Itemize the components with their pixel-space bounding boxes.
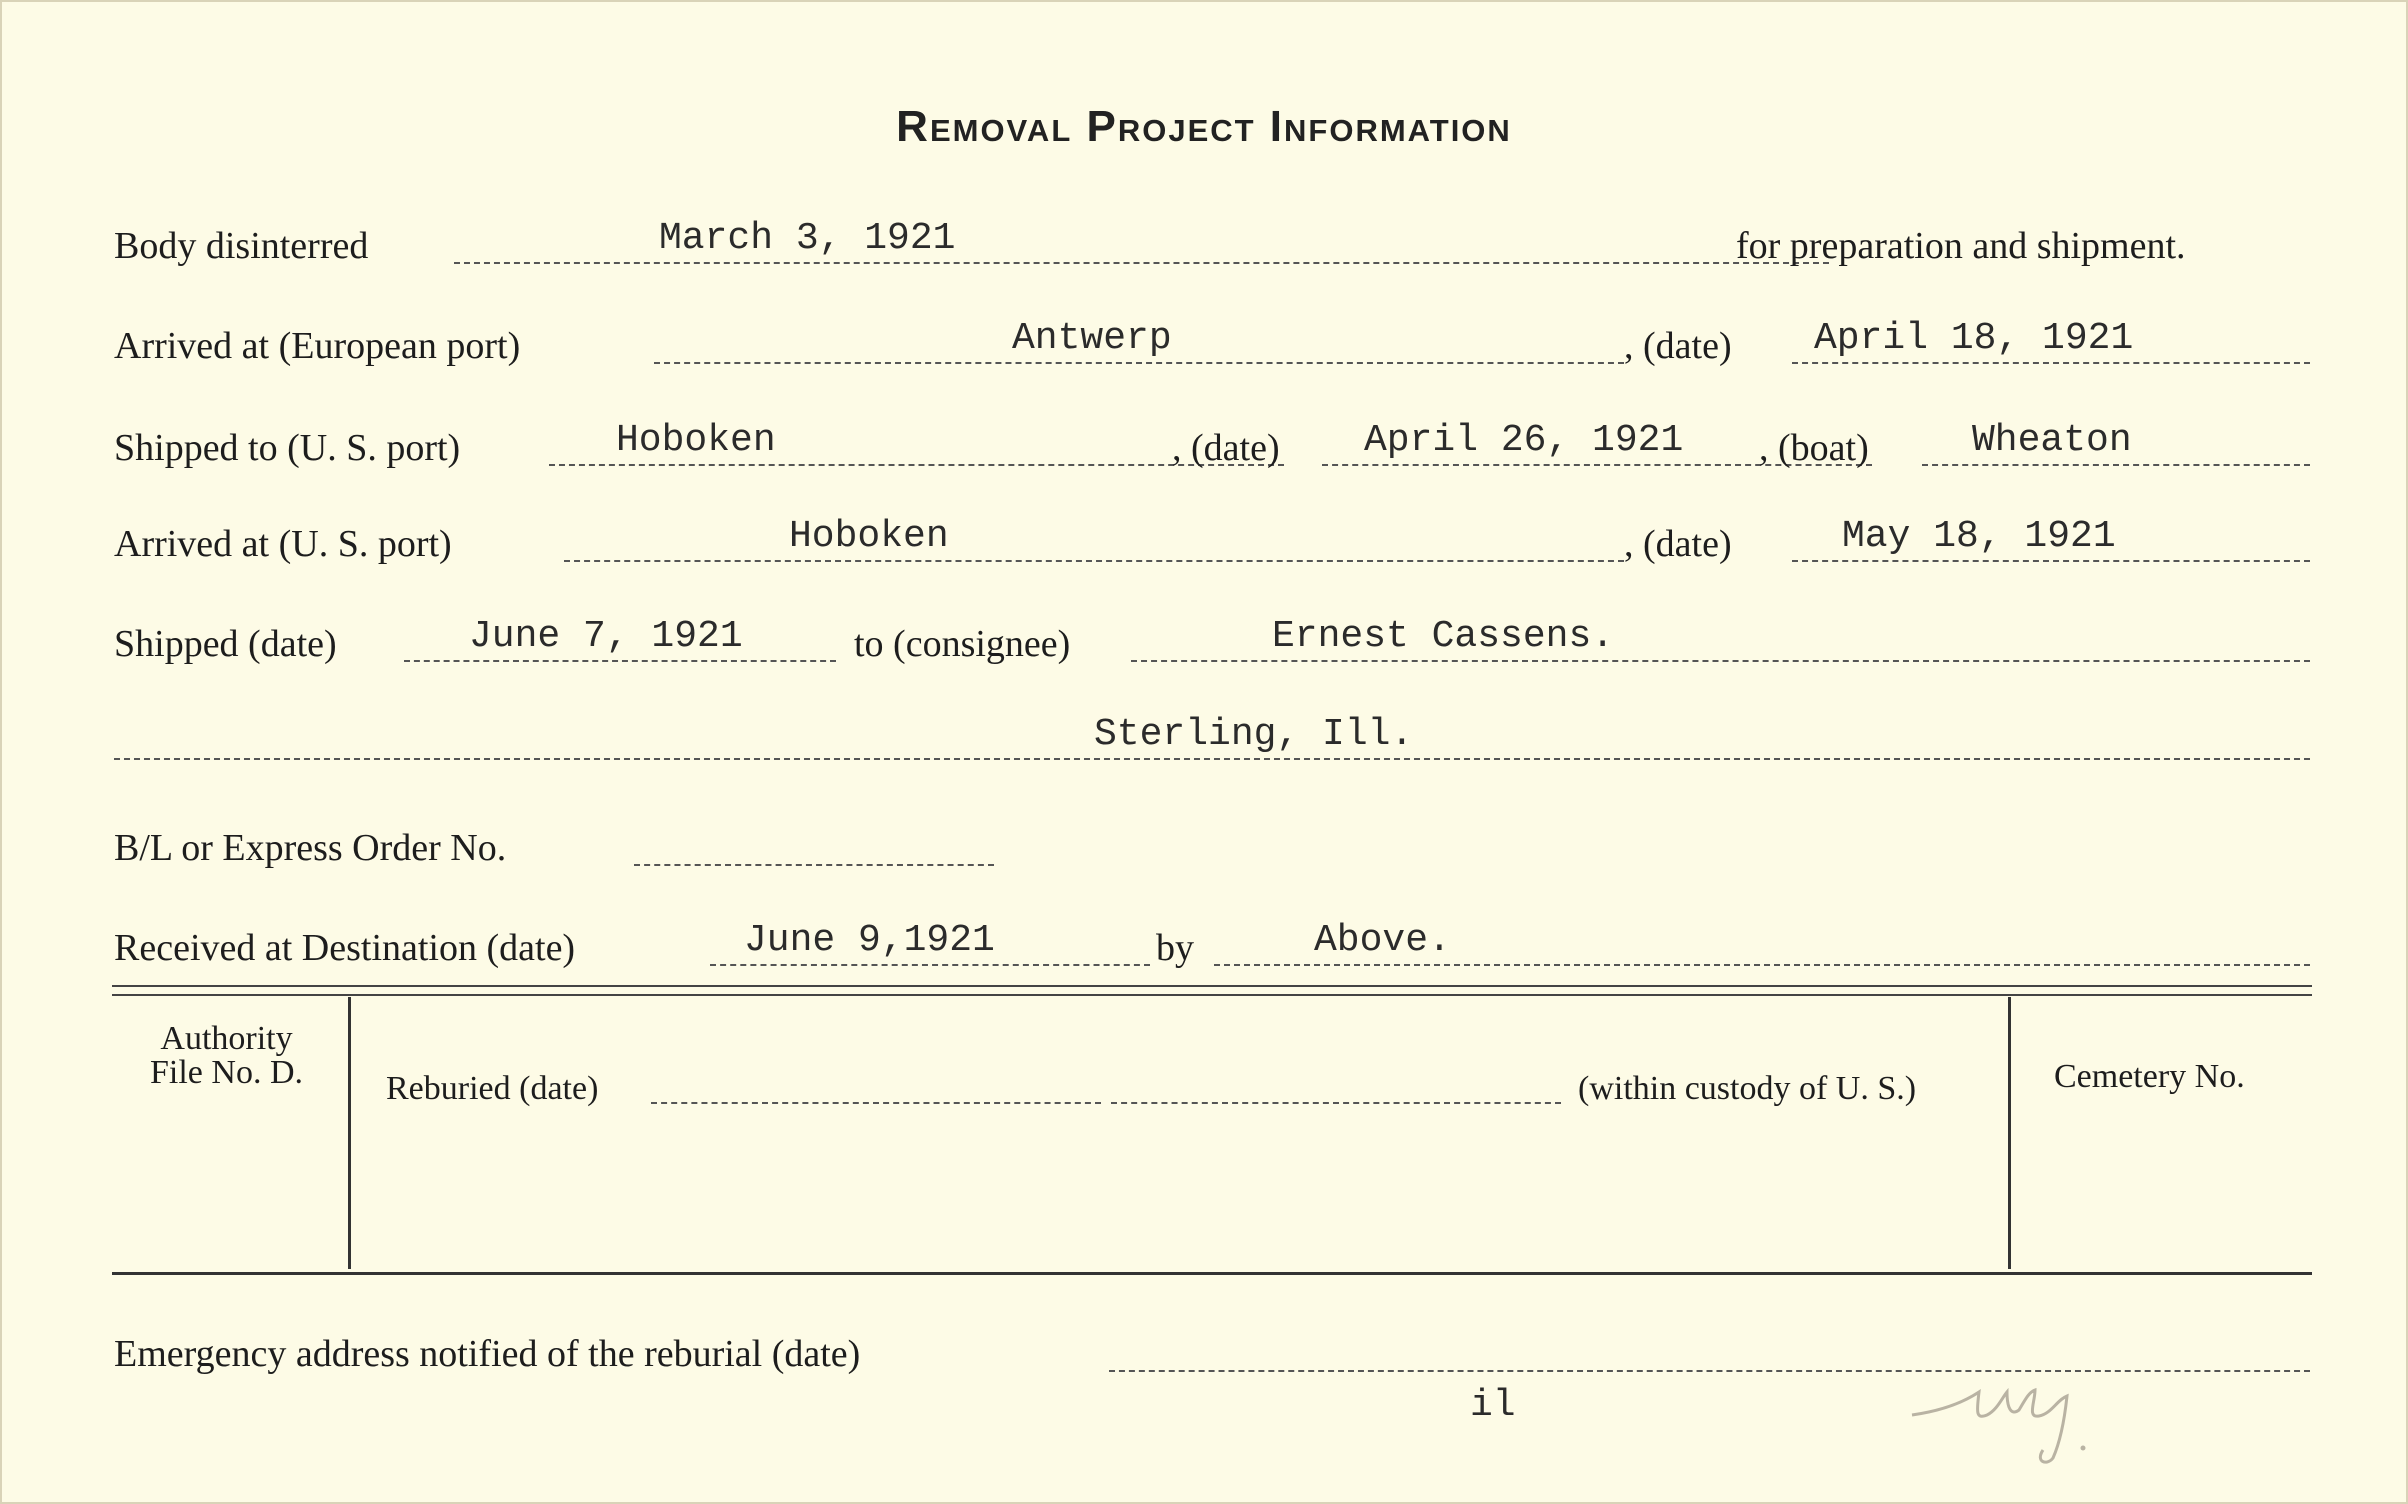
- received-label: Received at Destination (date): [114, 927, 576, 969]
- reburied-label: Reburied (date): [386, 1070, 599, 1107]
- box-divider-right: [2008, 997, 2011, 1269]
- arrived-us-row: [114, 510, 2310, 570]
- european-date-line: [1792, 362, 2310, 364]
- arrived-us-port-value: Hoboken: [789, 515, 949, 558]
- arrived-us-date-line: [1792, 560, 2310, 562]
- disinterred-suffix: for preparation and shipment.: [1736, 225, 2186, 267]
- bl-line: [634, 864, 994, 866]
- disinterred-label: Body disinterred: [114, 225, 369, 267]
- box-bottom-rule: [112, 1272, 2312, 1275]
- received-by-value: Above.: [1314, 919, 1451, 962]
- reburied-line-2: [1111, 1102, 1561, 1104]
- arrived-us-label: Arrived at (U. S. port): [114, 523, 452, 565]
- reburied-line-1: [651, 1102, 1101, 1104]
- consignee-value: Ernest Cassens.: [1272, 615, 1615, 658]
- received-by-line: [1214, 964, 2310, 966]
- bl-label: B/L or Express Order No.: [114, 827, 507, 869]
- authority-line1: Authority: [160, 1020, 293, 1057]
- disinterred-date: March 3, 1921: [659, 217, 956, 260]
- shipped-us-port-value: Hoboken: [616, 419, 776, 462]
- shipped-date-label: Shipped (date): [114, 623, 337, 665]
- shipped-us-row: [114, 414, 2310, 474]
- european-port-line: [654, 362, 1624, 364]
- shipped-us-label: Shipped to (U. S. port): [114, 427, 461, 469]
- arrived-us-date-value: May 18, 1921: [1842, 515, 2116, 558]
- european-port-label: Arrived at (European port): [114, 325, 521, 367]
- box-divider-left: [348, 997, 351, 1269]
- reburied-row: [386, 1052, 1986, 1112]
- consignee-address-line: [114, 758, 2310, 760]
- received-by-label: by: [1156, 927, 1194, 969]
- consignee-address-row: [114, 708, 2310, 768]
- disinterred-row: [114, 212, 2310, 272]
- boat-value: Wheaton: [1972, 419, 2132, 462]
- custody-label: (within custody of U. S.): [1578, 1070, 1917, 1107]
- arrived-us-date-label: , (date): [1624, 523, 1732, 565]
- shipped-us-date-label: , (date): [1172, 427, 1280, 469]
- footer-code: il: [1470, 1384, 1516, 1427]
- cemetery-label: Cemetery No.: [2054, 1058, 2245, 1095]
- emergency-line: [1109, 1370, 2310, 1372]
- shipped-us-date-value: April 26, 1921: [1364, 419, 1684, 462]
- pencil-note-mark: [1907, 1370, 2097, 1470]
- arrived-us-port-line: [564, 560, 1624, 562]
- card-title: Removal Project Information: [896, 102, 1512, 151]
- received-date-value: June 9,1921: [744, 919, 995, 962]
- european-date-label: , (date): [1624, 325, 1732, 367]
- emergency-label: Emergency address notified of the reburial (date): [114, 1333, 861, 1375]
- box-top-rule-2: [112, 994, 2312, 996]
- shipped-row: [114, 610, 2310, 670]
- european-port-row: [114, 312, 2310, 372]
- consignee-label: to (consignee): [854, 623, 1071, 665]
- boat-label: , (boat): [1759, 427, 1869, 469]
- boat-line: [1922, 464, 2310, 466]
- authority-line2: File No. D.: [150, 1054, 303, 1091]
- shipped-date-line: [404, 660, 836, 662]
- received-date-line: [710, 964, 1150, 966]
- european-date-value: April 18, 1921: [1814, 317, 2134, 360]
- authority-label: [150, 1022, 303, 1090]
- consignee-address-value: Sterling, Ill.: [1094, 713, 1414, 756]
- consignee-line: [1131, 660, 2310, 662]
- box-top-rule-1: [112, 985, 2312, 987]
- received-row: [114, 914, 2310, 974]
- bl-row: [114, 814, 2310, 874]
- european-port-value: Antwerp: [1012, 317, 1172, 360]
- shipped-date-value: June 7, 1921: [469, 615, 743, 658]
- disinterred-line: [454, 262, 1829, 264]
